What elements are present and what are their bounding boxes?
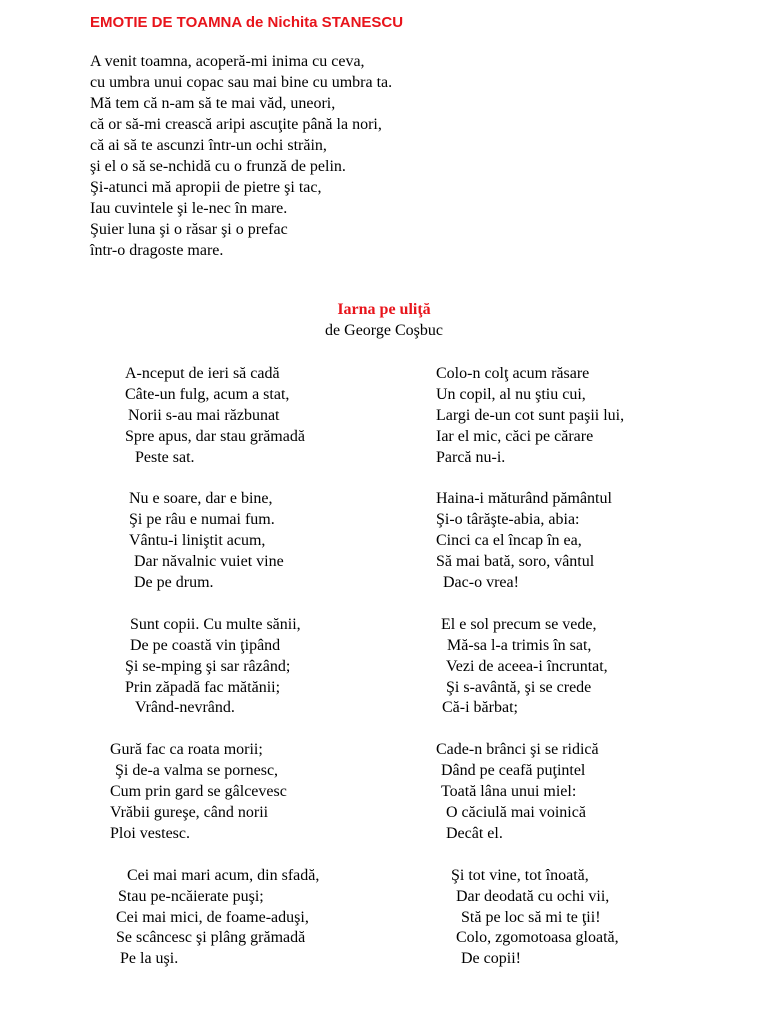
poem-line: Cei mai mici, de foame-aduşi, bbox=[116, 908, 309, 926]
poem-line: Largi de-un cot sunt paşii lui, bbox=[436, 406, 625, 424]
stanza bbox=[110, 866, 319, 971]
poem1-line: că ai să te ascunzi într-un ochi străin, bbox=[90, 137, 327, 154]
poem-line: Spre apus, dar stau grămadă bbox=[125, 427, 305, 445]
poem2-title: Iarna pe uliţă bbox=[337, 301, 431, 318]
poem-line: A-nceput de ieri să cadă bbox=[125, 365, 280, 382]
stanza bbox=[110, 740, 319, 845]
poem-line: Şi se-mping şi sar râzând; bbox=[125, 657, 291, 675]
poem-line: Parcă nu-i. bbox=[436, 448, 506, 466]
poem-line: Cum prin gard se gâlcevesc bbox=[110, 783, 287, 801]
poem-line: Prin zăpadă fac mătănii; bbox=[125, 678, 281, 696]
poem-line: Vrăbii gureşe, când norii bbox=[110, 803, 269, 821]
poem-line: Stau pe-ncăierate puşi; bbox=[118, 887, 264, 905]
poem-line: Peste sat. bbox=[135, 448, 195, 466]
poem-line: De copii! bbox=[461, 950, 521, 968]
poem1-line: într-o dragoste mare. bbox=[90, 242, 224, 259]
poem-line: O căciulă mai voinică bbox=[446, 803, 586, 821]
poem-line: Dar năvalnic vuiet vine bbox=[134, 553, 284, 571]
stanza bbox=[436, 615, 624, 720]
poem-line: Dac-o vrea! bbox=[443, 574, 519, 592]
stanza bbox=[436, 489, 624, 594]
poem-line: Colo-n colţ acum răsare bbox=[436, 365, 590, 382]
poem-line: Dar deodată cu ochi vii, bbox=[456, 887, 610, 905]
poem-line: De pe coastă vin ţipând bbox=[130, 636, 281, 654]
stanza bbox=[436, 364, 624, 469]
poem-line: El e sol precum se vede, bbox=[441, 615, 597, 633]
poem-line: Vezi de aceea-i încruntat, bbox=[446, 657, 608, 675]
poem1-body bbox=[90, 51, 392, 261]
poem1-line: Iau cuvintele şi le-nec în mare. bbox=[90, 200, 288, 217]
poem-line: Colo, zgomotoasa gloată, bbox=[456, 929, 619, 947]
poem-line: Câte-un fulg, acum a stat, bbox=[125, 385, 290, 403]
poem-line: Vrând-nevrând. bbox=[135, 699, 235, 717]
poem1-line: Şuier luna şi o răsar şi o prefac bbox=[90, 221, 288, 238]
poem1-line: cu umbra unui copac sau mai bine cu umbra ta. bbox=[90, 74, 393, 91]
poem-line: Şi tot vine, tot înoată, bbox=[451, 866, 589, 884]
poem1-line: că or să-mi crească aripi ascuţite până la nori, bbox=[90, 116, 382, 133]
poem-line: Mă-sa l-a trimis în sat, bbox=[447, 636, 592, 654]
stanza bbox=[110, 489, 319, 594]
stanza bbox=[110, 364, 319, 469]
poem-line: Haina-i măturând pământul bbox=[436, 490, 612, 508]
poem-line: Şi de-a valma se pornesc, bbox=[115, 762, 279, 780]
poem-line: Şi-o târăşte-abia, abia: bbox=[436, 511, 580, 529]
poem-line: Decât el. bbox=[446, 824, 503, 842]
poem-line: Că-i bărbat; bbox=[442, 699, 518, 717]
poem-line: Un copil, al nu ştiu cui, bbox=[436, 385, 586, 403]
poem-line: Nu e soare, dar e bine, bbox=[129, 490, 273, 508]
poem1-title: EMOTIE DE TOAMNA de Nichita STANESCU bbox=[90, 14, 404, 31]
poem-line: Cinci ca el încap în ea, bbox=[436, 532, 582, 550]
stanza bbox=[110, 615, 319, 720]
poem2-left-column bbox=[110, 364, 319, 991]
poem1-line: şi el o să se-nchidă cu o frunză de pelin. bbox=[90, 158, 346, 175]
poem1-line: Şi-atunci mă apropii de pietre şi tac, bbox=[90, 179, 322, 196]
poem-line: Să mai bată, soro, vântul bbox=[436, 553, 595, 571]
poem-line: Sunt copii. Cu multe sănii, bbox=[130, 615, 301, 633]
poem-line: De pe drum. bbox=[134, 574, 214, 592]
poem1-line: A venit toamna, acoperă-mi inima cu ceva, bbox=[90, 53, 365, 70]
poem-line: Cade-n brânci şi se ridică bbox=[436, 741, 599, 759]
stanza bbox=[436, 740, 624, 845]
poem2-right-column bbox=[436, 364, 624, 991]
stanza bbox=[436, 866, 624, 971]
poem2-author: de George Coşbuc bbox=[325, 322, 443, 339]
poem-line: Iar el mic, căci pe cărare bbox=[436, 427, 594, 445]
poem1-line: Mă tem că n-am să te mai văd, uneori, bbox=[90, 95, 336, 112]
poem-line: Cei mai mari acum, din sfadă, bbox=[127, 866, 320, 884]
poem-line: Gură fac ca roata morii; bbox=[110, 741, 263, 759]
poem-line: Dând pe ceafă puţintel bbox=[441, 762, 586, 780]
poem-line: Norii s-au mai răzbunat bbox=[128, 406, 280, 424]
poem-line: Pe la uşi. bbox=[120, 950, 179, 968]
poem-line: Stă pe loc să mi te ţii! bbox=[461, 908, 601, 926]
poem-line: Vântu-i liniştit acum, bbox=[129, 532, 266, 550]
poem-line: Toată lâna unui miel: bbox=[441, 783, 577, 801]
poem-line: Şi pe râu e numai fum. bbox=[129, 511, 275, 529]
poem-line: Se scâncesc şi plâng grămadă bbox=[116, 929, 306, 947]
poem-line: Şi s-avântă, şi se crede bbox=[446, 678, 592, 696]
poem-line: Ploi vestesc. bbox=[110, 824, 190, 842]
